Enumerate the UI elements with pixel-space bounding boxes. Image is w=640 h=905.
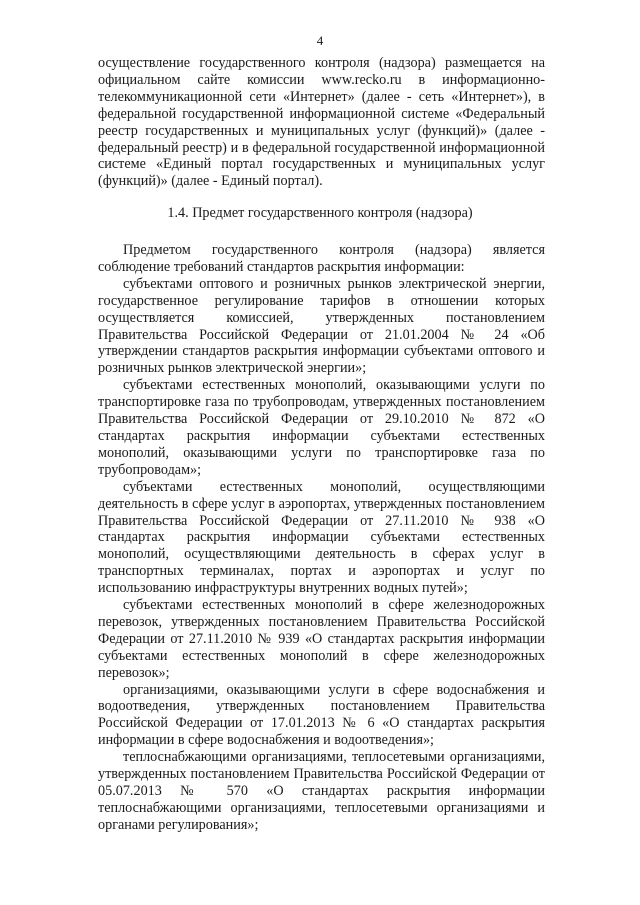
- intro-text-block: [98, 55, 545, 190]
- section-paragraph: Предметом государственного контроля (надзора) является соблюдение требований стандартов раскрытия информации:: [98, 242, 545, 275]
- section-paragraph: субъектами естественных монополий в сфере железнодорожных перевозок, утвержденных постановлением Правительства Российской Федерации от 27.11.2010 № 939 «О стандартах раскрытия информации субъектами естественных монополий в сфере железнодорожных перевозок»;: [98, 597, 545, 681]
- section-paragraph: субъектами естественных монополий, осуществляющими деятельность в сфере услуг в аэропортах, утвержденных постановлением Правительства Российской Федерации от 27.11.2010 № 938 «О стандартах раскрытия информации субъектами естественных монополий, осуществляющими деятельность в сферах услуг в транспортных терминалах, портах и аэропортах и услуг по использованию инфраструктуры внутренних водных путей»;: [98, 478, 545, 597]
- page-number: 4: [316, 33, 324, 48]
- section-paragraph: теплоснабжающими организациями, теплосетевыми организациями, утвержденных постановлением Правительства Российской Федерации от 05.07.2013 № 570 «О стандартах раскрытия информации теплоснабжающими организациями, теплосетевыми организациями и органами регулирования»;: [98, 749, 545, 833]
- section-heading: 1.4. Предмет государственного контроля (надзора): [167, 205, 473, 221]
- intro-paragraph: осуществление государственного контроля (надзора) размещается на официальном сайте комиссии www.recko.ru в информационно-телекоммуникационной сети «Интернет» (далее - сеть «Интернет»), в федеральной государственной информационной системе «Федеральный реестр государственных и муниципальных услуг (функций)» (далее - федеральный реестр) и в федеральной государственной информационной системе «Единый портал государственных и муниципальных услуг (функций)» (далее - Единый портал).: [98, 55, 545, 190]
- section-body: [98, 242, 545, 834]
- section-paragraph: организациями, оказывающими услуги в сфере водоснабжения и водоотведения, утвержденных постановлением Правительства Российской Федерации от 17.01.2013 № 6 «О стандартах раскрытия информации в сфере водоснабжения и водоотведения»;: [98, 681, 545, 749]
- section-paragraph: субъектами оптового и розничных рынков электрической энергии, государственное регулирование тарифов в отношении которых осуществляется комиссией, утвержденных постановлением Правительства Российской Федерации от 21.01.2004 № 24 «Об утверждении стандартов раскрытия информации субъектами оптового и розничных рынков электрической энергии»;: [98, 275, 545, 377]
- section-paragraph: субъектами естественных монополий, оказывающими услуги по транспортировке газа по трубопроводам, утвержденных постановлением Правительства Российской Федерации от 29.10.2010 № 872 «О стандартах раскрытия информации субъектами естественных монополий, оказывающими услуги по транспортировке газа по трубопроводам»;: [98, 377, 545, 478]
